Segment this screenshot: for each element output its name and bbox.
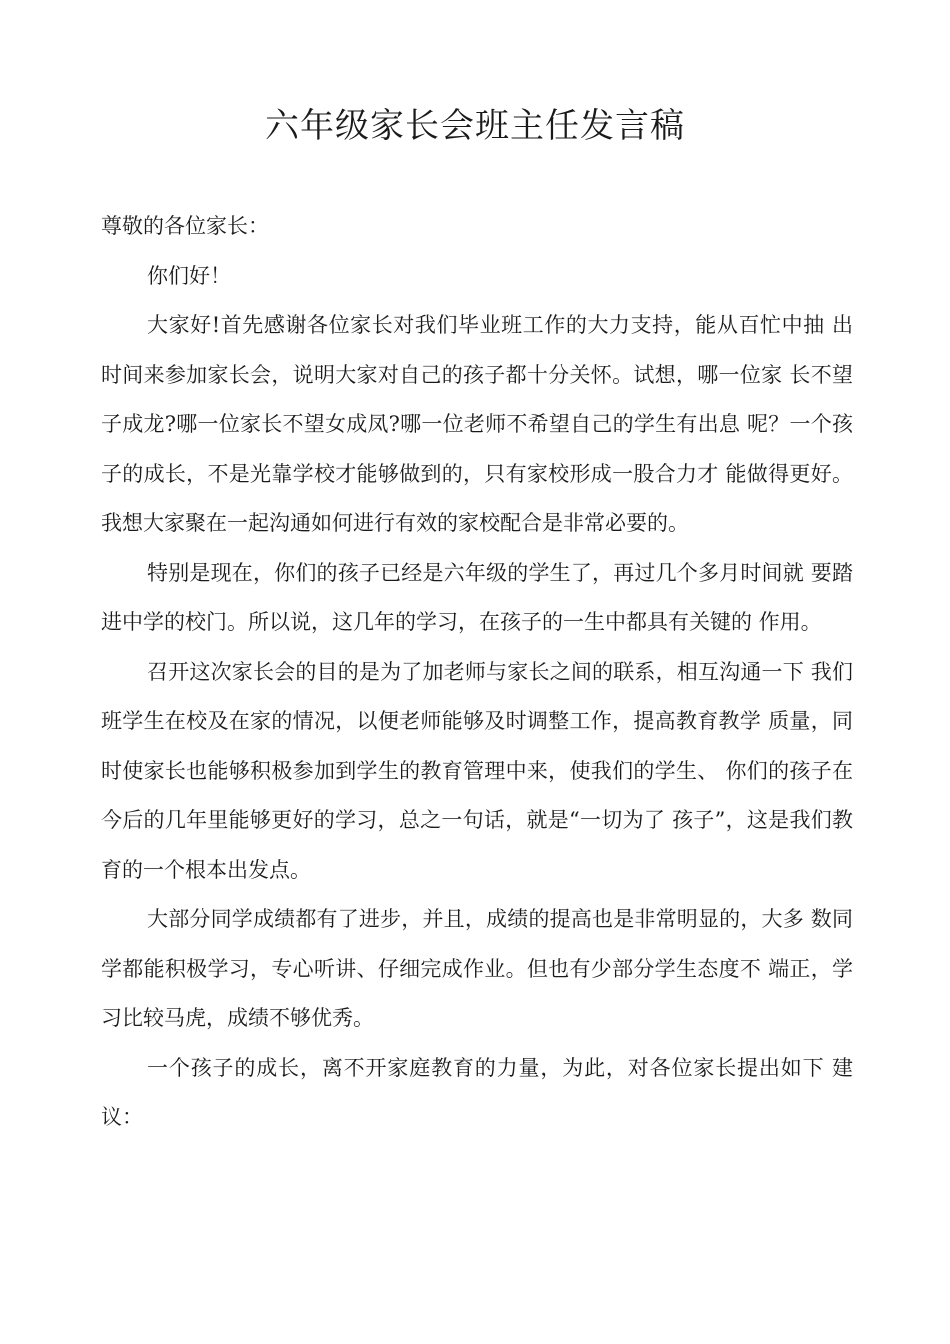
salutation: 尊敬的各位家长： — [101, 214, 269, 238]
paragraph-greeting: 你们好！ — [147, 263, 231, 288]
paragraph-thanks: 大家好!首先感谢各位家长对我们毕业班工作的大力支持，能从百忙中抽 出时间来参加家长会，说明大家对自己的孩子都十分关怀。试想，哪一位家 长不望子成龙?哪一位家长不望女成凤?哪一位老师不希望自己的学生有出息 呢？一个孩子的成长，不是光靠学校才能够做到的，只有家校形成一股合力才 能做得更好。我想大家聚在一起沟通如何进行有效的家校配合是非常必要的。 — [101, 313, 853, 535]
paragraph-sixth-grade: 特别是现在，你们的孩子已经是六年级的学生了，再过几个多月时间就 要踏进中学的校门。所以说，这几年的学习，在孩子的一生中都具有关键的 作用。 — [101, 560, 853, 634]
paragraph-student-progress: 大部分同学成绩都有了进步，并且，成绩的提高也是非常明显的，大多 数同学都能积极学习，专心听讲、仔细完成作业。但也有少部分学生态度不 端正，学习比较马虎，成绩不够优秀。 — [101, 907, 853, 1030]
document-title: 六年级家长会班主任发言稿 — [265, 106, 685, 146]
document-body — [101, 202, 853, 1143]
paragraph-suggestions: 一个孩子的成长，离不开家庭教育的力量，为此，对各位家长提出如下 建议： — [101, 1055, 853, 1129]
paragraph-meeting-purpose: 召开这次家长会的目的是为了加老师与家长之间的联系，相互沟通一下 我们班学生在校及在家的情况，以便老师能够及时调整工作，提高教育教学 质量，同时使家长也能够积极参加到学生的教育管理中来，使我们的学生、 你们的孩子在今后的几年里能够更好的学习，总之一句话，就是“一切为了 孩子”，这是我们教育的一个根本出发点。 — [101, 659, 853, 882]
